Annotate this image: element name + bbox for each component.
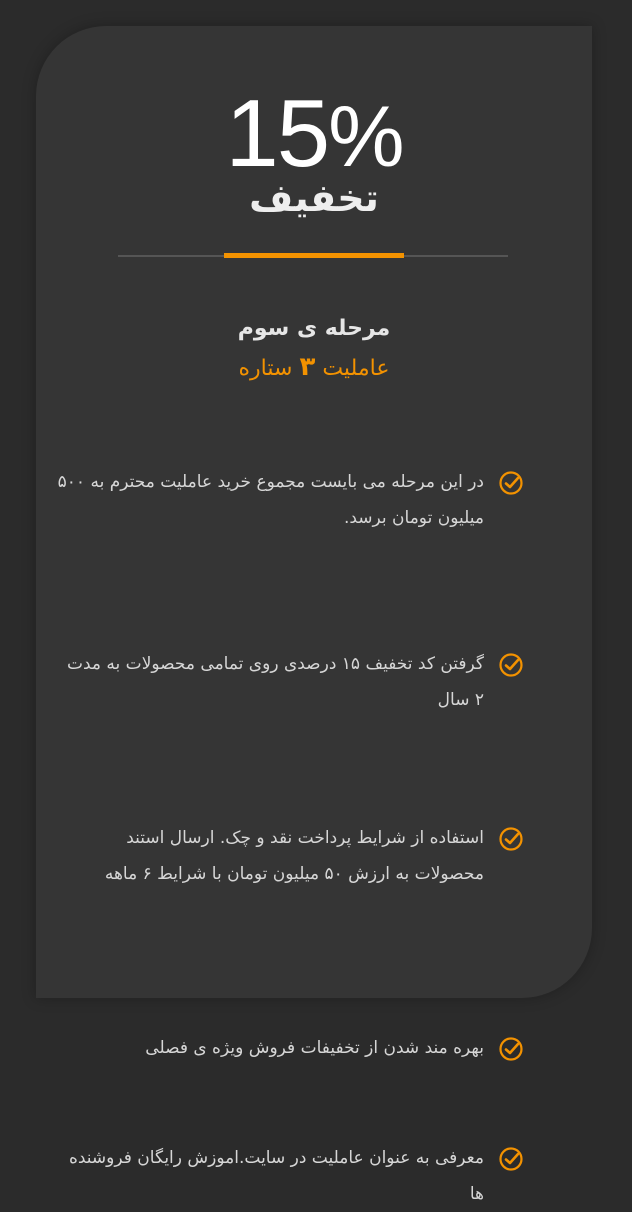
pricing-card <box>36 26 592 1204</box>
discount-percent <box>36 80 592 187</box>
feature-item <box>54 1030 524 1066</box>
level-prefix: عاملیت <box>322 356 390 381</box>
level-suffix: ستاره <box>238 356 293 381</box>
level-number: ۳ <box>299 352 316 382</box>
feature-text: بهره مند شدن از تخفیفات فروش ویژه ی فصلی <box>145 1038 484 1058</box>
check-circle-icon <box>498 470 524 496</box>
feature-text: معرفی به عنوان عاملیت در سایت.اموزش رایگان فروشنده ها <box>68 1148 484 1204</box>
check-circle-icon <box>498 1036 524 1062</box>
feature-text: استفاده از شرایط پرداخت نقد و چک. ارسال استند محصولات به ارزش ۵۰ میلیون تومان با شرایط ۶ ماهه <box>104 828 484 884</box>
divider-accent <box>224 253 404 258</box>
feature-item <box>54 464 524 536</box>
percent-number: 15 <box>225 80 329 187</box>
feature-item <box>54 646 524 718</box>
check-circle-icon <box>498 652 524 678</box>
percent-symbol: % <box>328 89 403 185</box>
discount-label: تخفیف <box>249 176 379 220</box>
check-circle-icon <box>498 826 524 852</box>
check-circle-icon <box>498 1146 524 1172</box>
feature-item <box>54 1140 524 1212</box>
stage-level <box>36 352 592 382</box>
feature-item <box>54 820 524 892</box>
stage-title: مرحله ی سوم <box>237 316 391 341</box>
feature-list <box>57 436 524 1204</box>
feature-text: در این مرحله می بایست مجموع خرید عاملیت محترم به ۵۰۰ میلیون تومان برسد. <box>57 472 484 528</box>
feature-text: گرفتن کد تخفیف ۱۵ درصدی روی تمامی محصولات به مدت ۲ سال <box>67 654 484 710</box>
